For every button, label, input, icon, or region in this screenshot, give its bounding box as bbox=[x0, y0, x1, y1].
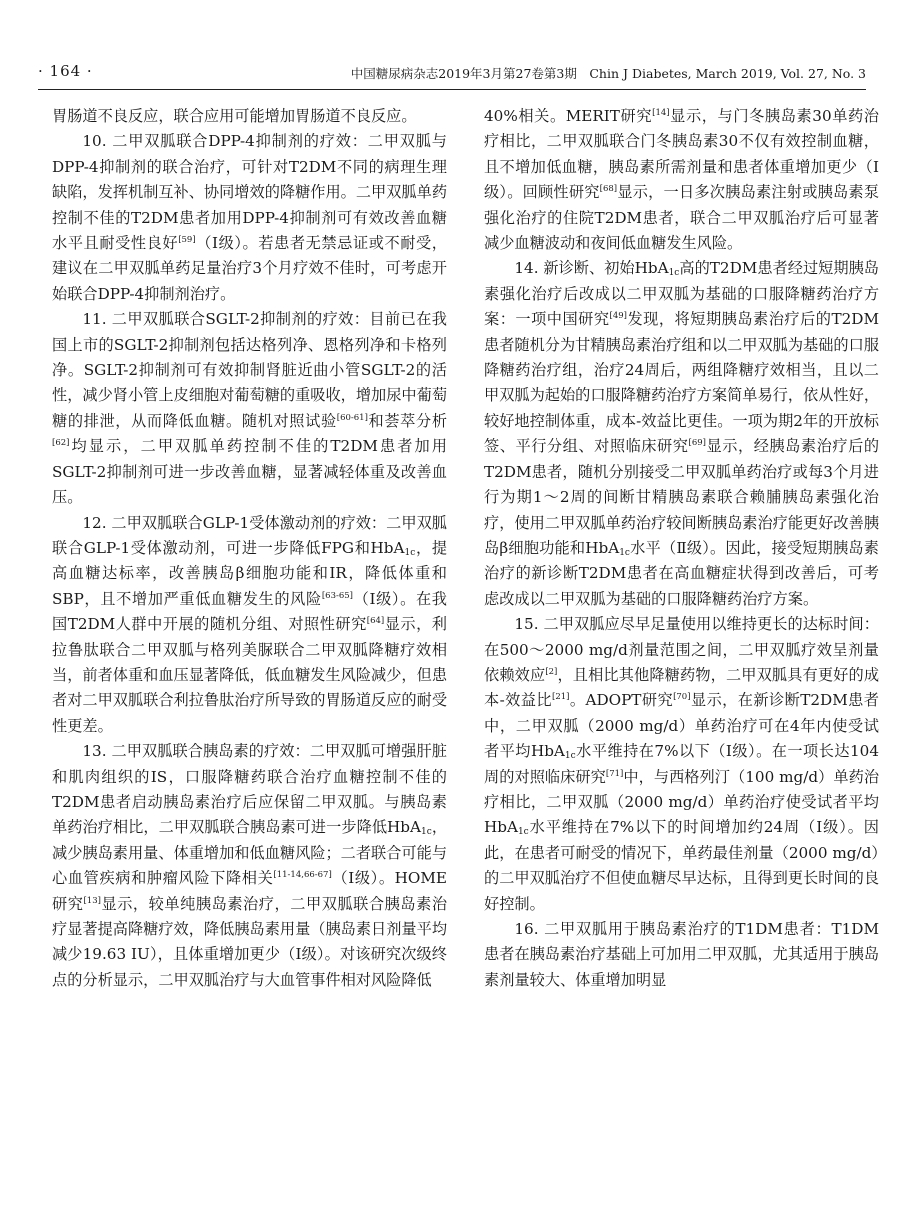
citation: [49] bbox=[609, 311, 627, 322]
running-head: 中国糖尿病杂志2019年3月第27卷第3期 Chin J Diabetes, March 2019, Vol. 27, No. 3 bbox=[350, 66, 866, 81]
left-column bbox=[52, 104, 447, 993]
paragraph-insulin: 13. 二甲双胍联合胰岛素的疗效：二甲双胍可增强肝脏和肌肉组织的IS，口服降糖药联合治疗血糖控制不佳的T2DM患者启动胰岛素治疗后应保留二甲双胍。与胰岛素单药治疗相比，二甲双胍联合胰岛素可进一步降低HbA$_{1c}$，减少胰岛素用量、体重增加和低血糖风险；二者联合可能与心血管疾病和肿瘤风险下降相关[11-14,66-67]（Ⅰ级）。HOME研究[13]显示，较单纯胰岛素治疗，二甲双胍联合胰岛素治疗显著提高降糖疗效，降低胰岛素用量（胰岛素日剂量平均减少19.63 IU），且体重增加更少（Ⅰ级）。对该研究次级终点的分析显示，二甲双胍治疗与大血管事件相对风险降低 bbox=[52, 742, 448, 989]
citation: [59] bbox=[178, 235, 196, 246]
paragraph-sglt2: 11. 二甲双胍联合SGLT-2抑制剂的疗效：目前已在我国上市的SGLT-2抑制剂包括达格列净、恩格列净和卡格列净。SGLT-2抑制剂可有效抑制肾脏近曲小管SGLT-2的活性，减少肾小管上皮细胞对葡萄糖的重吸收，增加尿中葡萄糖的排泄，从而降低血糖。随机对照试验[60-61]和荟萃分析[62]均显示，二甲双胍单药控制不佳的T2DM患者加用SGLT-2抑制剂可进一步改善血糖，显著减轻体重及改善血压。 bbox=[52, 310, 448, 507]
right-column bbox=[484, 104, 879, 993]
paragraph-early-full-dose: 15. 二甲双胍应尽早足量使用以维持更长的达标时间：在500～2000 mg/d剂量范围之间，二甲双胍疗效呈剂量依赖效应[2]，且相比其他降糖药物，二甲双胍具有更好的成本-效益比[21]。ADOPT研究[70]显示，在新诊断T2DM患者中，二甲双胍（2000 mg/d）单药治疗可在4年内使受试者平均HbA$_{1c}$水平维持在7%以下（Ⅰ级）。在一项长达104周的对照临床研究[71]中，与西格列汀（100 mg/d）单药治疗相比，二甲双胍（2000 mg/d）单药治疗使受试者平均HbA$_{1c}$水平维持在7%以下的时间增加约24周（Ⅰ级）。因此，在患者可耐受的情况下，单药最佳剂量（2000 mg/d）的二甲双胍治疗不但使血糖尽早达标，且得到更长时间的良好控制。 bbox=[484, 615, 880, 913]
citation: [64] bbox=[366, 616, 385, 627]
citation: [62] bbox=[52, 438, 70, 449]
paragraph-short-intensive: 14. 新诊断、初始HbA$_{1c}$高的T2DM患者经过短期胰岛素强化治疗后改成以二甲双胍为基础的口服降糖药治疗方案：一项中国研究[49]发现，将短期胰岛素治疗后的T2DM患者随机分为甘精胰岛素治疗组和以二甲双胍为基础的口服降糖药治疗组，治疗24周后，两组降糖疗效相当，且以二甲双胍为起始的口服降糖药治疗方案简单易行，依从性好，较好地控制体重，成本-效益比更佳。一项为期2年的开放标签、平行分组、对照临床研究[69]显示，经胰岛素治疗后的T2DM患者，随机分别接受二甲双胍单药治疗或每3个月进行为期1～2周的间断甘精胰岛素联合赖脯胰岛素强化治疗，使用二甲双胍单药治疗较间断胰岛素治疗能更好改善胰岛β细胞功能和HbA$_{1c}$水平（Ⅱ级）。因此，接受短期胰岛素治疗的新诊断T2DM患者在高血糖症状得到改善后，可考虑改成以二甲双胍为基础的口服降糖药治疗方案。 bbox=[484, 259, 880, 608]
citation: [2] bbox=[545, 666, 558, 677]
citation: [14] bbox=[652, 108, 670, 118]
citation: [11-14,66-67] bbox=[273, 870, 332, 881]
paragraph: 胃肠道不良反应，联合应用可能增加胃肠道不良反应。 bbox=[52, 107, 417, 125]
page-header bbox=[38, 62, 866, 86]
citation: [60-61] bbox=[336, 412, 368, 423]
paragraph-dpp4: 10. 二甲双胍联合DPP-4抑制剂的疗效：二甲双胍与DPP-4抑制剂的联合治疗，可针对T2DM不同的病理生理缺陷，发挥机制互补、协同增效的降糖作用。二甲双胍单药控制不佳的T2DM患者加用DPP-4抑制剂可有效改善血糖水平且耐受性良好[59]（Ⅰ级）。若患者无禁忌证或不耐受，建议在二甲双胍单药足量治疗3个月疗效不佳时，可考虑开始联合DPP-4抑制剂治疗。 bbox=[52, 132, 447, 303]
citation: [21] bbox=[552, 692, 570, 703]
header-rule bbox=[38, 89, 866, 90]
citation: [13] bbox=[83, 895, 101, 906]
paragraph-glp1: 12. 二甲双胍联合GLP-1受体激动剂的疗效：二甲双胍联合GLP-1受体激动剂，可进一步降低FPG和HbA$_{1c}$，提高血糖达标率，改善胰岛β细胞功能和IR，降低体重和SBP，且不增加严重低血糖发生的风险[63-65]（Ⅰ级）。在我国T2DM人群中开展的随机分组、对照性研究[64]显示，利拉鲁肽联合二甲双胍与格列美脲联合二甲双胍降糖疗效相当，前者体重和血压显著降低，低血糖发生风险减少，但患者对二甲双胍联合利拉鲁肽治疗所导致的胃肠道反应的耐受性更差。 bbox=[52, 513, 448, 735]
paragraph-continued: 40%相关。MERIT研究[14]显示，与门冬胰岛素30单药治疗相比，二甲双胍联合门冬胰岛素30不仅有效控制血糖，且不增加低血糖，胰岛素所需剂量和患者体重增加更少（Ⅰ级）。回顾性研究[68]显示，一日多次胰岛素注射或胰岛素泵强化治疗的住院T2DM患者，联合二甲双胍治疗后可显著减少血糖波动和夜间低血糖发生风险。 bbox=[484, 107, 880, 253]
citation: [68] bbox=[599, 184, 618, 195]
citation: [70] bbox=[673, 692, 691, 703]
paragraph-t1dm: 16. 二甲双胍用于胰岛素治疗的T1DM患者：T1DM患者在胰岛素治疗基础上可加用二甲双胍，尤其适用于胰岛素剂量较大、体重增加明显 bbox=[484, 920, 879, 989]
page-number: · 164 · bbox=[38, 62, 93, 80]
citation: [71] bbox=[605, 768, 624, 779]
citation: [63-65] bbox=[321, 590, 353, 601]
citation: [69] bbox=[688, 438, 706, 449]
